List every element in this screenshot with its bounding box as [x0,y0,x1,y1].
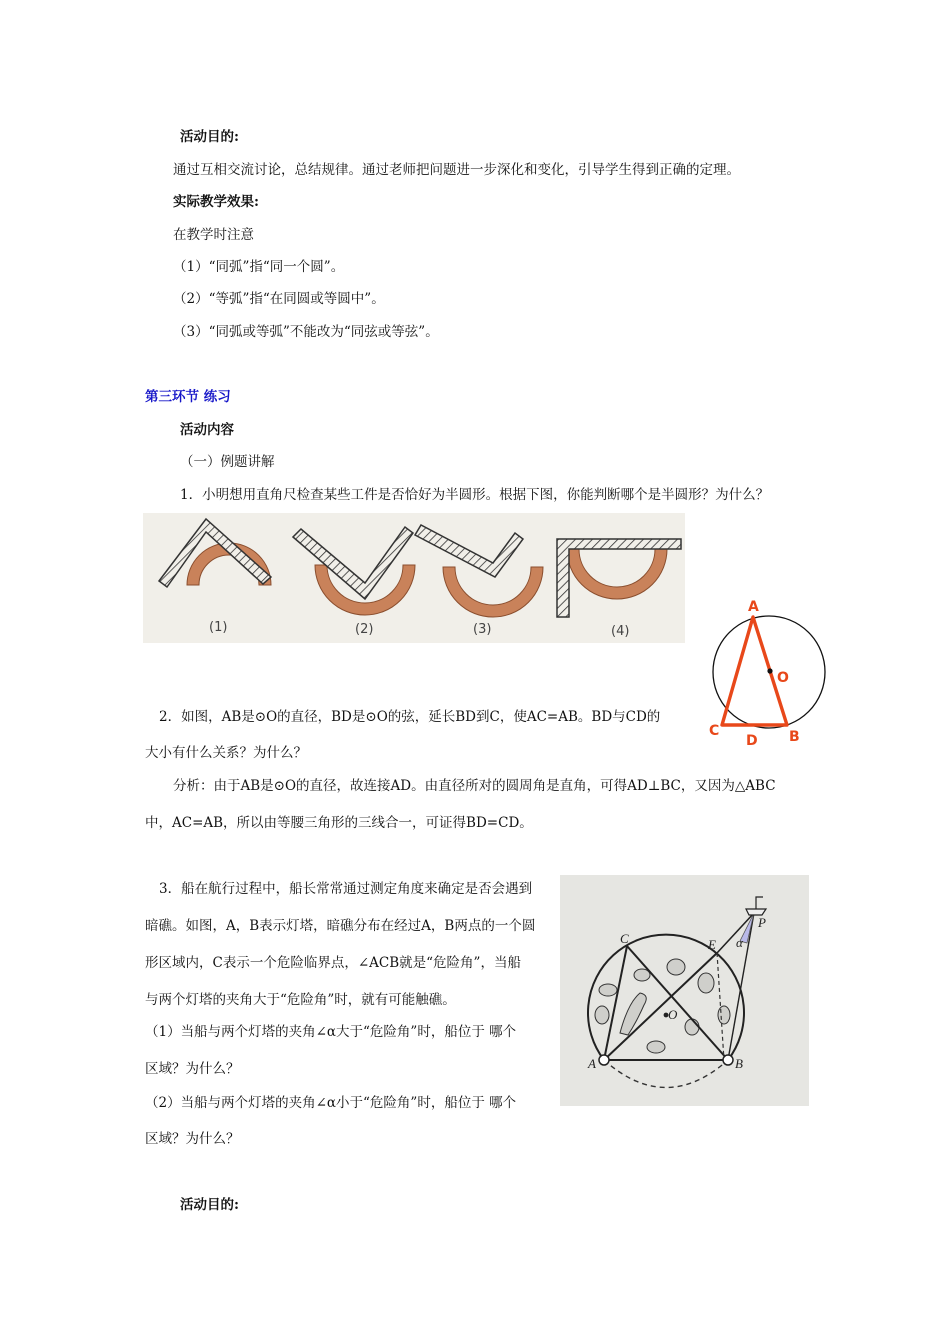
analysis-line: 中，AC=AB，所以由等腰三角形的三线合一，可证得BD=CD。 [145,815,533,831]
question-3-line: 与两个灯塔的夹角大于“危险角”时，就有可能触礁。 [145,992,456,1008]
analysis-line: 分析：由于AB是⊙O的直径，故连接AD。由直径所对的圆周角是直角，可得AD⊥BC，又因为△ABC [173,778,776,794]
point-label-c: C [620,931,629,946]
effect-heading: 实际教学效果: [173,194,259,210]
section-title: 第三环节 练习 [145,389,231,405]
note-intro: 在教学时注意 [173,227,254,243]
purpose-heading: 活动目的: [180,129,239,145]
note-item: （2）“等弧”指“在同圆或等圆中”。 [173,291,385,307]
point-label-b: B [735,1056,743,1071]
question-3-line: （1）当船与两个灯塔的夹角∠α大于“危险角”时，船位于 哪个 [145,1024,517,1040]
reef-circle [588,935,744,1060]
point-label-e: E [708,937,716,952]
question-3-line: 3．船在航行过程中，船长常常通过测定角度来确定是否会遇到 [159,881,533,897]
point-label-p: P [758,915,766,930]
point-label-a: A [748,599,759,615]
q3-figure [560,875,809,1106]
purpose-text: 通过互相交流讨论，总结规律。通过老师把问题进一步深化和变化，引导学生得到正确的定理。 [173,162,740,178]
question-3-line: 暗礁。如图，A，B表示灯塔，暗礁分布在经过A，B两点的一个圆 [145,918,536,934]
lighthouse-a-icon [599,1055,609,1065]
point-label-b: B [789,729,800,745]
purpose-heading-2: 活动目的: [180,1197,239,1213]
question-3-line: 形区域内，C表示一个危险临界点，∠ACB就是“危险角”，当船 [145,955,521,971]
lighthouse-b-icon [723,1055,733,1065]
note-item: （3）“同弧或等弧”不能改为“同弦或等弦”。 [173,324,439,340]
content-heading: 活动内容 [180,422,234,438]
workpiece-4 [567,549,667,599]
square-3 [415,525,523,577]
line-ca [604,946,627,1060]
fig-label: (4) [611,624,630,639]
example-heading: （一）例题讲解 [180,454,275,470]
question-3-line: （2）当船与两个灯塔的夹角∠α小于“危险角”时，船位于 哪个 [145,1095,517,1111]
point-label-c: C [709,723,720,739]
point-label-d: D [746,733,758,749]
q2-figure [700,595,835,750]
point-label-o: O [777,670,789,686]
fig-label: (3) [473,622,492,637]
question-2-line: 大小有什么关系？为什么？ [145,745,307,761]
alpha-label: α [736,935,743,950]
dashed-arc [604,1060,728,1088]
question-1: 1．小明想用直角尺检查某些工件是否恰好为半圆形。根据下图，你能判断哪个是半圆形？为什么？ [180,487,770,503]
fig-label: (1) [209,620,228,635]
fig-label: (2) [355,622,374,637]
point-label-a: A [588,1056,596,1071]
question-3-line: 区域？为什么？ [145,1061,240,1077]
question-2-line: 2．如图，AB是⊙O的直径，BD是⊙O的弦，延长BD到C，使AC=AB。BD与CD的 [159,709,661,725]
q1-figure [143,513,685,643]
point-label-o: O [668,1007,678,1022]
note-item: （1）“同弧”指“同一个圆”。 [173,259,345,275]
question-3-line: 区域？为什么？ [145,1131,240,1147]
center-point [767,668,772,673]
